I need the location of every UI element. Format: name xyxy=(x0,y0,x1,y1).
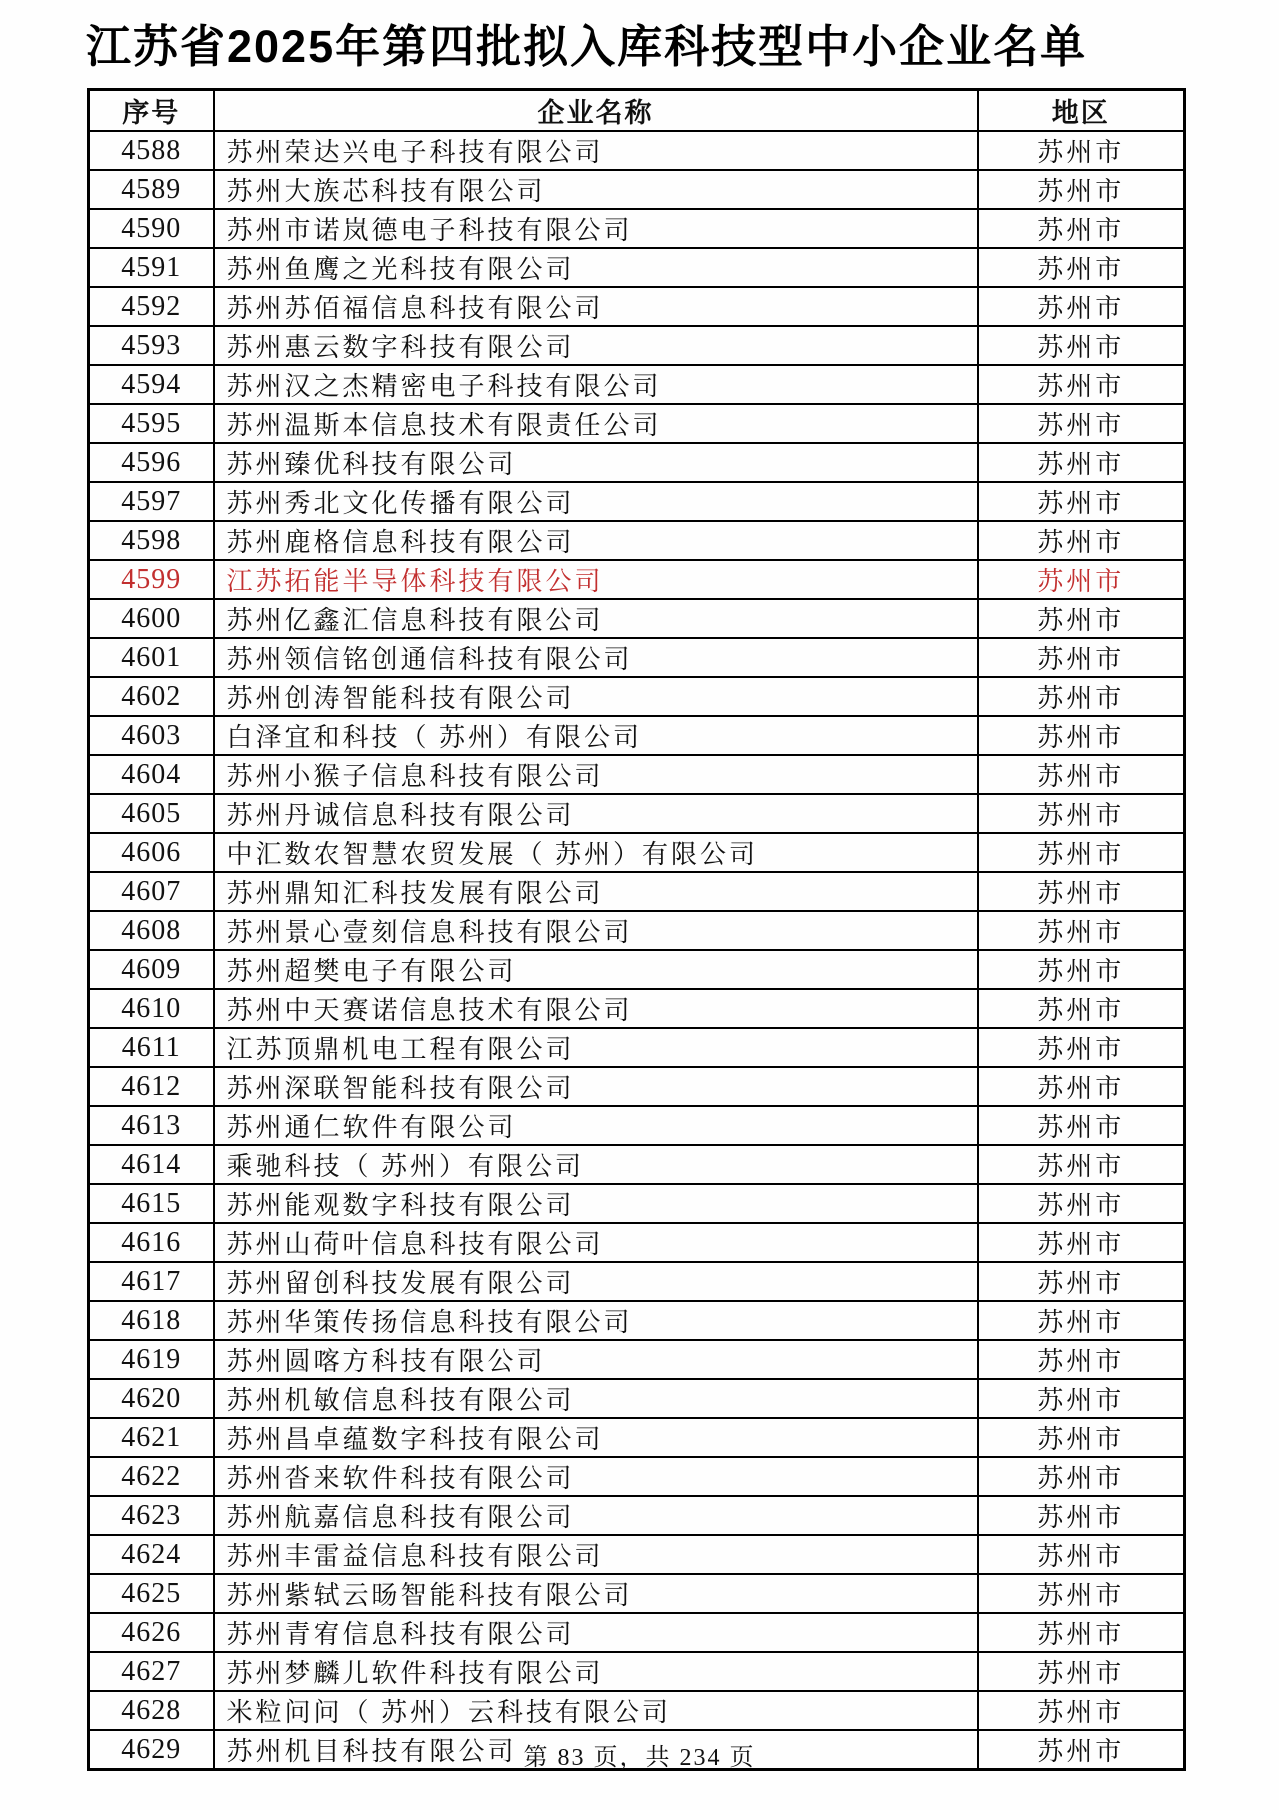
table-row xyxy=(89,1340,1185,1379)
company-name-cell: 苏州中天赛诺信息技术有限公司 xyxy=(214,989,978,1028)
table-row xyxy=(89,1223,1185,1262)
table-body xyxy=(89,131,1185,1770)
table-row xyxy=(89,326,1185,365)
table-row xyxy=(89,1301,1185,1340)
company-table xyxy=(87,88,1186,1771)
table-row xyxy=(89,755,1185,794)
company-name-cell: 苏州通仁软件有限公司 xyxy=(214,1106,978,1145)
table-row xyxy=(89,1106,1185,1145)
table-row xyxy=(89,131,1185,170)
company-name-cell: 苏州亿鑫汇信息科技有限公司 xyxy=(214,599,978,638)
table-row xyxy=(89,170,1185,209)
column-header-company: 企业名称 xyxy=(214,90,978,132)
table-row xyxy=(89,482,1185,521)
region-cell: 苏州市 xyxy=(978,872,1185,911)
table-row xyxy=(89,911,1185,950)
table-row xyxy=(89,716,1185,755)
table-row xyxy=(89,1145,1185,1184)
table-row xyxy=(89,794,1185,833)
region-cell: 苏州市 xyxy=(978,989,1185,1028)
row-number-cell: 4608 xyxy=(89,911,214,950)
company-name-cell: 苏州景心壹刻信息科技有限公司 xyxy=(214,911,978,950)
table-row xyxy=(89,443,1185,482)
region-cell: 苏州市 xyxy=(978,1535,1185,1574)
row-number-cell: 4593 xyxy=(89,326,214,365)
column-header-region: 地区 xyxy=(978,90,1185,132)
table-row xyxy=(89,833,1185,872)
company-name-cell: 米粒问问（ 苏州）云科技有限公司 xyxy=(214,1691,978,1730)
table-row xyxy=(89,365,1185,404)
region-cell: 苏州市 xyxy=(978,794,1185,833)
region-cell: 苏州市 xyxy=(978,365,1185,404)
row-number-cell: 4595 xyxy=(89,404,214,443)
company-name-cell: 苏州惠云数字科技有限公司 xyxy=(214,326,978,365)
company-name-cell: 苏州华策传扬信息科技有限公司 xyxy=(214,1301,978,1340)
company-name-cell: 苏州沓来软件科技有限公司 xyxy=(214,1457,978,1496)
company-name-cell: 乘驰科技（ 苏州）有限公司 xyxy=(214,1145,978,1184)
region-cell: 苏州市 xyxy=(978,716,1185,755)
region-cell: 苏州市 xyxy=(978,404,1185,443)
row-number-cell: 4616 xyxy=(89,1223,214,1262)
table-row xyxy=(89,872,1185,911)
company-name-cell: 苏州丹诚信息科技有限公司 xyxy=(214,794,978,833)
company-name-cell: 苏州机敏信息科技有限公司 xyxy=(214,1379,978,1418)
region-cell: 苏州市 xyxy=(978,326,1185,365)
table-row xyxy=(89,1262,1185,1301)
table-header xyxy=(89,90,1185,132)
region-cell: 苏州市 xyxy=(978,443,1185,482)
company-name-cell: 苏州丰雷益信息科技有限公司 xyxy=(214,1535,978,1574)
table-row xyxy=(89,950,1185,989)
row-number-cell: 4590 xyxy=(89,209,214,248)
row-number-cell: 4615 xyxy=(89,1184,214,1223)
row-number-cell: 4620 xyxy=(89,1379,214,1418)
table-row xyxy=(89,1184,1185,1223)
region-cell: 苏州市 xyxy=(978,1145,1185,1184)
region-cell: 苏州市 xyxy=(978,755,1185,794)
row-number-cell: 4625 xyxy=(89,1574,214,1613)
table-row xyxy=(89,1457,1185,1496)
company-name-cell: 苏州秀北文化传播有限公司 xyxy=(214,482,978,521)
row-number-cell: 4612 xyxy=(89,1067,214,1106)
region-cell: 苏州市 xyxy=(978,950,1185,989)
row-number-cell: 4592 xyxy=(89,287,214,326)
company-name-cell: 苏州留创科技发展有限公司 xyxy=(214,1262,978,1301)
table-row xyxy=(89,404,1185,443)
company-name-cell: 苏州航嘉信息科技有限公司 xyxy=(214,1496,978,1535)
row-number-cell: 4607 xyxy=(89,872,214,911)
row-number-cell: 4629 xyxy=(89,1730,214,1770)
row-number-cell: 4591 xyxy=(89,248,214,287)
region-cell: 苏州市 xyxy=(978,911,1185,950)
region-cell: 苏州市 xyxy=(978,1730,1185,1770)
company-name-cell: 苏州昌卓蕴数字科技有限公司 xyxy=(214,1418,978,1457)
region-cell: 苏州市 xyxy=(978,1418,1185,1457)
table-row xyxy=(89,989,1185,1028)
region-cell: 苏州市 xyxy=(978,1496,1185,1535)
company-name-cell: 苏州鹿格信息科技有限公司 xyxy=(214,521,978,560)
row-number-cell: 4609 xyxy=(89,950,214,989)
region-cell: 苏州市 xyxy=(978,1028,1185,1067)
table-row xyxy=(89,1418,1185,1457)
row-number-cell: 4626 xyxy=(89,1613,214,1652)
table-row xyxy=(89,1067,1185,1106)
company-name-cell: 苏州梦麟儿软件科技有限公司 xyxy=(214,1652,978,1691)
row-number-cell: 4619 xyxy=(89,1340,214,1379)
row-number-cell: 4594 xyxy=(89,365,214,404)
region-cell: 苏州市 xyxy=(978,1106,1185,1145)
table-row xyxy=(89,287,1185,326)
region-cell: 苏州市 xyxy=(978,1652,1185,1691)
table-row xyxy=(89,1613,1185,1652)
region-cell: 苏州市 xyxy=(978,638,1185,677)
row-number-cell: 4617 xyxy=(89,1262,214,1301)
company-name-cell: 苏州山荷叶信息科技有限公司 xyxy=(214,1223,978,1262)
company-name-cell: 苏州深联智能科技有限公司 xyxy=(214,1067,978,1106)
column-header-serial: 序号 xyxy=(89,90,214,132)
region-cell: 苏州市 xyxy=(978,1340,1185,1379)
region-cell: 苏州市 xyxy=(978,1574,1185,1613)
region-cell: 苏州市 xyxy=(978,599,1185,638)
table-row xyxy=(89,248,1185,287)
company-name-cell: 中汇数农智慧农贸发展（ 苏州）有限公司 xyxy=(214,833,978,872)
company-name-cell: 江苏拓能半导体科技有限公司 xyxy=(214,560,978,599)
row-number-cell: 4618 xyxy=(89,1301,214,1340)
region-cell: 苏州市 xyxy=(978,1457,1185,1496)
company-name-cell: 苏州创涛智能科技有限公司 xyxy=(214,677,978,716)
company-name-cell: 苏州紫轼云旸智能科技有限公司 xyxy=(214,1574,978,1613)
row-number-cell: 4605 xyxy=(89,794,214,833)
table-row xyxy=(89,1691,1185,1730)
row-number-cell: 4601 xyxy=(89,638,214,677)
company-name-cell: 苏州能观数字科技有限公司 xyxy=(214,1184,978,1223)
table-row xyxy=(89,599,1185,638)
table-row xyxy=(89,1379,1185,1418)
row-number-cell: 4600 xyxy=(89,599,214,638)
company-name-cell: 苏州圆喀方科技有限公司 xyxy=(214,1340,978,1379)
region-cell: 苏州市 xyxy=(978,1613,1185,1652)
company-name-cell: 苏州青宥信息科技有限公司 xyxy=(214,1613,978,1652)
row-number-cell: 4611 xyxy=(89,1028,214,1067)
table-row xyxy=(89,521,1185,560)
company-name-cell: 苏州苏佰福信息科技有限公司 xyxy=(214,287,978,326)
row-number-cell: 4598 xyxy=(89,521,214,560)
row-number-cell: 4627 xyxy=(89,1652,214,1691)
company-name-cell: 苏州大族芯科技有限公司 xyxy=(214,170,978,209)
region-cell: 苏州市 xyxy=(978,1301,1185,1340)
row-number-cell: 4597 xyxy=(89,482,214,521)
row-number-cell: 4603 xyxy=(89,716,214,755)
row-number-cell: 4613 xyxy=(89,1106,214,1145)
region-cell: 苏州市 xyxy=(978,482,1185,521)
table-row xyxy=(89,560,1185,599)
company-name-cell: 苏州超樊电子有限公司 xyxy=(214,950,978,989)
row-number-cell: 4599 xyxy=(89,560,214,599)
region-cell: 苏州市 xyxy=(978,1691,1185,1730)
page-title: 江苏省2025年第四批拟入库科技型中小企业名单 xyxy=(86,21,1088,72)
company-name-cell: 苏州机目科技有限公司 xyxy=(214,1730,978,1770)
table-row xyxy=(89,1535,1185,1574)
table-row xyxy=(89,1574,1185,1613)
region-cell: 苏州市 xyxy=(978,287,1185,326)
region-cell: 苏州市 xyxy=(978,1184,1185,1223)
row-number-cell: 4624 xyxy=(89,1535,214,1574)
company-name-cell: 苏州温斯本信息技术有限责任公司 xyxy=(214,404,978,443)
table-row xyxy=(89,1496,1185,1535)
row-number-cell: 4596 xyxy=(89,443,214,482)
table-row xyxy=(89,1028,1185,1067)
company-name-cell: 江苏顶鼎机电工程有限公司 xyxy=(214,1028,978,1067)
region-cell: 苏州市 xyxy=(978,209,1185,248)
page-number-footer: 第 83 页，共 234 页 xyxy=(523,1745,756,1771)
row-number-cell: 4606 xyxy=(89,833,214,872)
row-number-cell: 4610 xyxy=(89,989,214,1028)
region-cell: 苏州市 xyxy=(978,170,1185,209)
company-name-cell: 苏州鱼鹰之光科技有限公司 xyxy=(214,248,978,287)
company-name-cell: 苏州小猴子信息科技有限公司 xyxy=(214,755,978,794)
company-name-cell: 苏州臻优科技有限公司 xyxy=(214,443,978,482)
region-cell: 苏州市 xyxy=(978,677,1185,716)
region-cell: 苏州市 xyxy=(978,1262,1185,1301)
row-number-cell: 4614 xyxy=(89,1145,214,1184)
region-cell: 苏州市 xyxy=(978,131,1185,170)
row-number-cell: 4588 xyxy=(89,131,214,170)
region-cell: 苏州市 xyxy=(978,521,1185,560)
region-cell: 苏州市 xyxy=(978,1067,1185,1106)
table-row xyxy=(89,1652,1185,1691)
table-row xyxy=(89,677,1185,716)
region-cell: 苏州市 xyxy=(978,560,1185,599)
region-cell: 苏州市 xyxy=(978,248,1185,287)
company-name-cell: 苏州鼎知汇科技发展有限公司 xyxy=(214,872,978,911)
row-number-cell: 4622 xyxy=(89,1457,214,1496)
row-number-cell: 4621 xyxy=(89,1418,214,1457)
row-number-cell: 4604 xyxy=(89,755,214,794)
company-name-cell: 苏州荣达兴电子科技有限公司 xyxy=(214,131,978,170)
company-name-cell: 苏州领信铭创通信科技有限公司 xyxy=(214,638,978,677)
row-number-cell: 4589 xyxy=(89,170,214,209)
table-row xyxy=(89,638,1185,677)
row-number-cell: 4602 xyxy=(89,677,214,716)
company-name-cell: 苏州汉之杰精密电子科技有限公司 xyxy=(214,365,978,404)
company-name-cell: 白泽宜和科技（ 苏州）有限公司 xyxy=(214,716,978,755)
row-number-cell: 4628 xyxy=(89,1691,214,1730)
company-name-cell: 苏州市诺岚德电子科技有限公司 xyxy=(214,209,978,248)
region-cell: 苏州市 xyxy=(978,1379,1185,1418)
row-number-cell: 4623 xyxy=(89,1496,214,1535)
region-cell: 苏州市 xyxy=(978,833,1185,872)
table-row xyxy=(89,209,1185,248)
table-header-row xyxy=(89,90,1185,132)
region-cell: 苏州市 xyxy=(978,1223,1185,1262)
